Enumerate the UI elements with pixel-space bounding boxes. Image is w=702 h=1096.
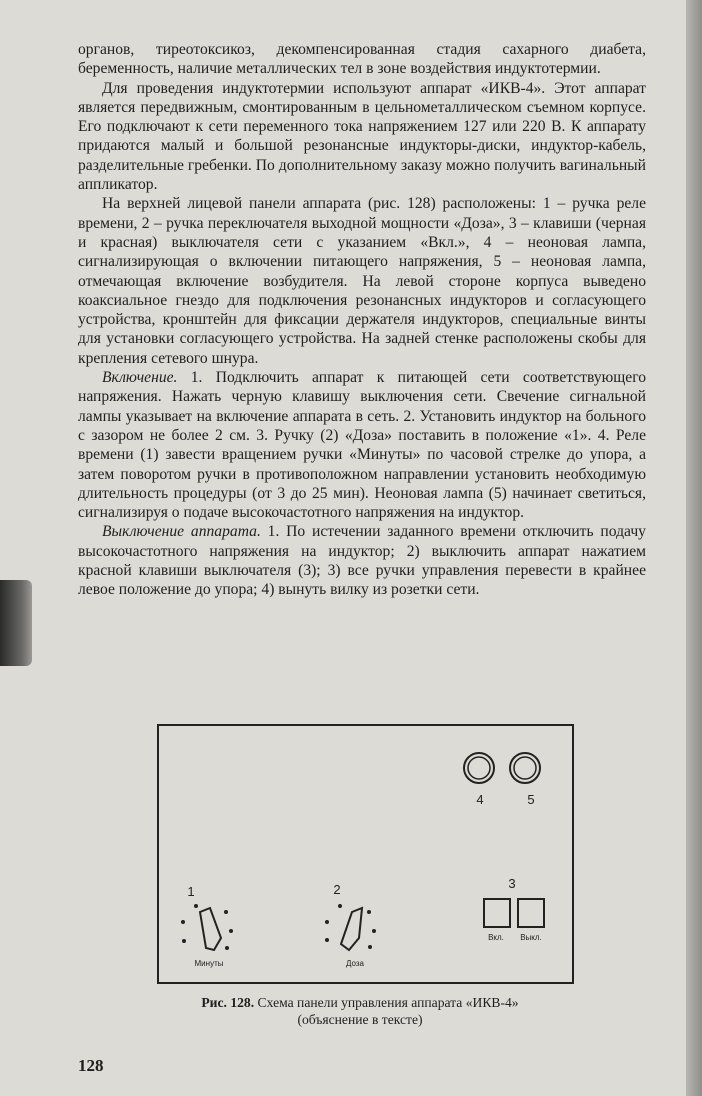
knob-1-number: 1 [187,884,195,899]
paragraph-5 [78,522,646,599]
paragraph-3: На верхней лицевой панели аппарата (рис. 128) расположены: 1 – ручка реле времени, 2 – ручка переключателя выходной мощности «Доза», 3 – клавиши (черная и красная) выключателя сети с указанием «Вкл.», 4 – неоновая лампа, сигнализирующая о включении питающего напряжения, 5 – неоновая лампа, отмечающая включение возбудителя. На левой стороне корпуса выведено коаксиальное гнездо для подключения резонансных индукторов и согласующего устройства, кронштейн для фиксации держателя индукторов, специальные винты для установки согласующего устройства. На задней стенке расположены скобы для крепления сетевого шнура. [78,195,646,367]
paragraph-5-lead: Выключение аппарата. [102,523,261,541]
paragraph-1: органов, тиреотоксикоз, декомпенсированная стадия сахарного диабета, беременность, наличие металлических тел в зоне воздействия индуктотермии. [78,41,646,78]
caption-lead: Рис. 128. [201,995,255,1010]
switch-3-number: 3 [508,876,516,891]
page-tab-marker [0,580,32,666]
knob-2-number: 2 [333,882,341,897]
page-number: 128 [78,1056,104,1075]
switch-on-label: Вкл. [488,933,504,942]
paragraph-4-body: 1. Подключить аппарат к питающей сети соответствующего напряжения. Нажать черную клавишу выключения сети. Свечение сигнальной лампы указывает на включение аппарата в сеть. 2. Установить индуктор на больного с зазором не более 2 см. 3. Ручку (2) «Доза» поставить в положение «1». 4. Реле времени (1) завести вращением ручки «Минуты» по часовой стрелке до упора, а затем поворотом ручки в противоположном направлении установить необходимую длительность процедуры (от 3 до 25 мин). Неоновая лампа (5) начинает светиться, сигнализируя о подаче высокочастотного напряжения на индуктор. [78,369,646,522]
neon-lamp-4-inner [468,757,490,779]
caption-line-1: Схема панели управления аппарата «ИКВ-4» [254,995,519,1010]
control-panel-diagram [157,724,574,984]
dose-knob-icon [325,904,376,950]
switch-off-key [518,899,544,927]
figure-caption [120,994,600,1028]
timer-knob-icon [181,904,233,950]
switch-off-label: Выкл. [520,933,542,942]
caption-line-2: (объяснение в тексте) [297,1012,423,1027]
paragraph-2: Для проведения индуктотермии используют аппарат «ИКВ-4». Этот аппарат является передвижным, смонтированным в цельнометаллическом съемном корпусе. Его подключают к сети переменного тока напряжением 127 или 220 В. К аппарату придаются малый и большой резонансные индукторы-диски, индуктор-кабель, разделительные гребенки. По дополнительному заказу можно получить вагинальный аппликатор. [78,79,646,194]
neon-lamp-5-inner [514,757,536,779]
switch-on-key [484,899,510,927]
lamp-5-number: 5 [527,792,535,807]
knob-1-caption: Минуты [194,959,224,968]
knob-2-caption: Доза [346,959,364,968]
paragraph-4-lead: Включение. [102,369,178,387]
lamp-4-number: 4 [476,792,484,807]
paragraph-4 [78,368,646,522]
panel-svg [159,726,572,982]
paragraph-5-body: 1. По истечении заданного времени отключить подачу высокочастотного напряжения на индуктор; 2) выключить аппарат нажатием красной клавиши выключателя (3); 3) все ручки управления перевести в крайнее левое положение до упора; 4) вынуть вилку из розетки сети. [78,523,646,599]
page-edge-shadow [686,0,702,1096]
body-text [78,40,646,600]
